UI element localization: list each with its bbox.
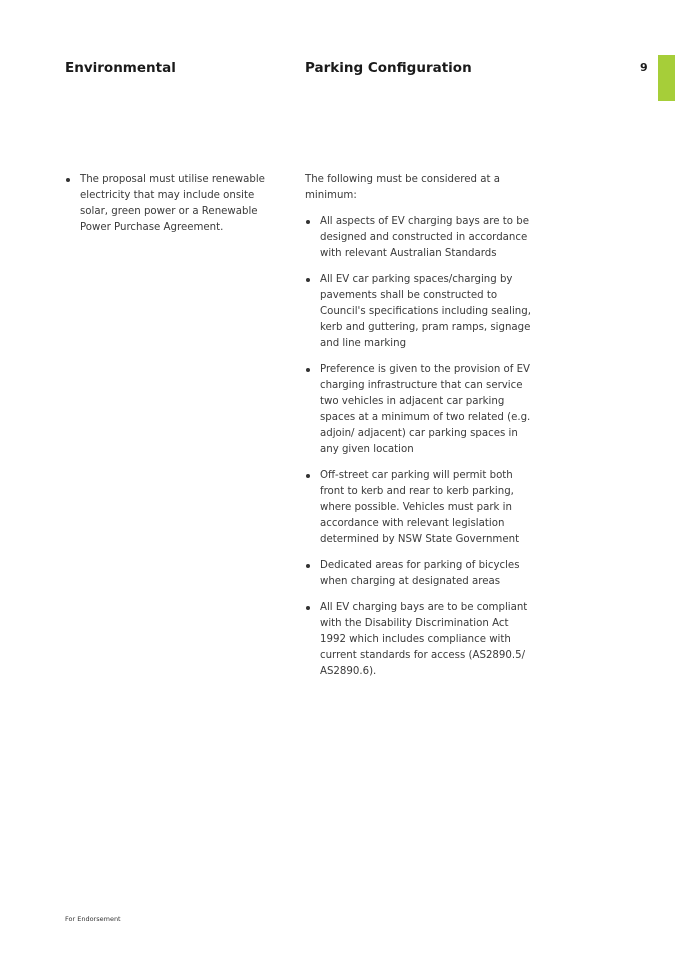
accent-tab	[658, 55, 675, 101]
list-item: The proposal must utilise renewable electricity that may include onsite solar, green power or a Renewable Power Purchase Agreement.	[65, 172, 280, 236]
left-bullet-list	[65, 172, 280, 236]
right-column	[305, 172, 535, 690]
list-item: All aspects of EV charging bays are to be designed and constructed in accordance with relevant Australian Standards	[305, 214, 535, 262]
left-column	[65, 172, 280, 246]
intro-text: The following must be considered at a minimum:	[305, 174, 500, 201]
list-item: Off-street car parking will permit both front to kerb and rear to kerb parking, where possible. Vehicles must park in accordance with relevant legislation determined by NSW State Government	[305, 468, 535, 548]
list-item: Preference is given to the provision of EV charging infrastructure that can service two vehicles in adjacent car parking spaces at a minimum of two related (e.g. adjoin/ adjacent) car parking spaces in any given location	[305, 362, 535, 458]
list-item: Dedicated areas for parking of bicycles when charging at designated areas	[305, 558, 535, 590]
section-heading-parking-configuration: Parking Configuration	[305, 60, 472, 76]
footer-label: For Endorsement	[65, 915, 121, 923]
right-bullet-list	[305, 214, 535, 680]
section-heading-environmental: Environmental	[65, 60, 176, 76]
list-item: All EV car parking spaces/charging by pavements shall be constructed to Council's specifications including sealing, kerb and guttering, pram ramps, signage and line marking	[305, 272, 535, 352]
page-number: 9	[640, 61, 648, 74]
list-item: All EV charging bays are to be compliant with the Disability Discrimination Act 1992 which includes compliance with current standards for access (AS2890.5/ AS2890.6).	[305, 600, 535, 680]
